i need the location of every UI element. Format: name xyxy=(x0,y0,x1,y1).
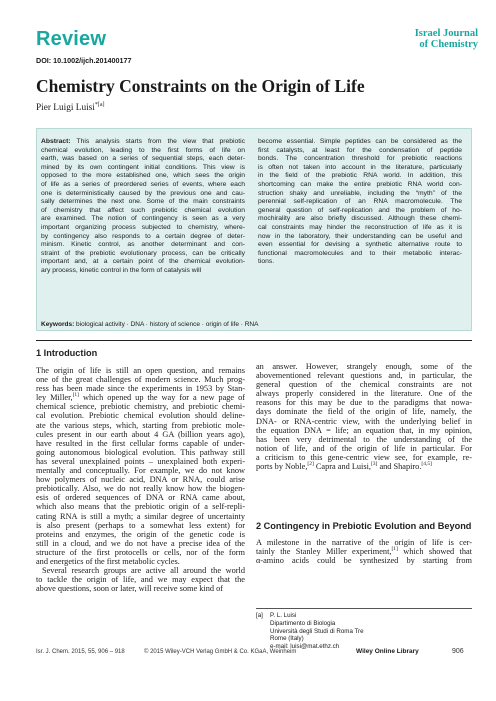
text-line: general question of the chemical constraints are not xyxy=(256,380,472,390)
text-line: proteins and enzymes, the origin of the genetic code is xyxy=(36,529,245,539)
text-line: mochirality are also briefly discussed. Although these chemi- xyxy=(258,215,462,223)
affiliation-tag xyxy=(256,635,270,643)
text-line: DNA- or RNA-centric view, with the underlying belief in xyxy=(256,416,472,426)
text-line: perennial self-replication of an RNA macromolecule. The xyxy=(258,198,462,206)
affiliation-line xyxy=(256,612,472,620)
text-line: ports by Noble,[2] Capra and Luisi,[3] and Shapiro.[4,5] xyxy=(256,461,432,472)
text-line: one is deterministically caused by the previous one and cau- xyxy=(41,189,245,197)
text-line: prebiotically. Also, we do not really know how the biogen- xyxy=(36,484,245,494)
footer-publisher[interactable]: Wiley Online Library xyxy=(356,648,419,655)
text-line: esis of ordered sequences of DNA or RNA came about, xyxy=(36,493,245,503)
citation-ref[interactable]: [4,5] xyxy=(421,461,432,468)
text-line: even essential for devising a synthetic alternative route to xyxy=(258,241,462,249)
keywords xyxy=(41,321,258,328)
text-line: an answer. However, strangely enough, some of the xyxy=(256,362,472,371)
text-line: abovementioned relevant questions and, in particular, the xyxy=(256,371,472,381)
text-line: going autonomous biological evolution. This pathway still xyxy=(36,447,245,457)
text-line: reasons for this may be due to the paradigms that nowa- xyxy=(256,398,472,408)
text-line: of chemistry that affect such prebiotic chemical evolution xyxy=(41,206,245,214)
journal-line-2: of Chemistry xyxy=(419,39,478,50)
affiliation-footnote xyxy=(256,612,472,651)
text-line: chemical evolution, leading to the first forms of life on xyxy=(41,146,245,154)
text-line: opposed to the more established one, which sees the origin xyxy=(41,172,245,180)
text-line: how polymers of nucleic acid, DNA or RNA, could arise xyxy=(36,475,245,485)
citation-ref[interactable]: [3] xyxy=(370,461,378,468)
abstract-left-column xyxy=(41,138,245,276)
author-name: Pier Luigi Luisi xyxy=(36,103,95,113)
affiliation-text: P. L. Luisi xyxy=(270,612,297,619)
text-line: cules present in our earth about 4 GA (billion years ago), xyxy=(36,429,245,439)
text-line: cal constraints may hinder the reconstruction of life as it is xyxy=(258,223,462,231)
text-line: above questions, soon or later, will receive some kind of xyxy=(36,584,223,594)
affiliation-tag xyxy=(256,620,270,628)
text-line: general question of self-replication and the problem of ho- xyxy=(258,206,462,214)
affiliation-text: Dipartimento di Biologia xyxy=(270,619,336,627)
footer-citation: Isr. J. Chem. 2015, 55, 906 – 918 xyxy=(36,649,125,655)
text-line: Several research groups are active all around the world xyxy=(42,566,245,576)
text-line: functional macromolecules and to their metabolic interac- xyxy=(258,249,462,257)
text-line: important and, at a certain point of the chemical evolution- xyxy=(41,258,245,266)
text-line: which also means that the prebiotic origin of a self-repli- xyxy=(36,502,245,512)
body-right-column-top xyxy=(256,362,472,471)
email-link[interactable]: e-mail: luisi@mat.ethz.ch xyxy=(270,643,340,651)
text-line: and energetics of the first metabolic cycles. xyxy=(36,556,180,566)
footnote-divider xyxy=(256,608,472,609)
text-line: ress has been made since the experiments in 1953 by Stan- xyxy=(36,384,245,394)
text-line: straint of the prebiotic evolutionary process, can be critically xyxy=(41,249,245,257)
text-line: important organizing process subjected to chemistry, where- xyxy=(41,223,245,231)
affiliation-tag: [a] xyxy=(256,612,263,619)
text-line: mentally and conceptually. For example, we do not know xyxy=(36,466,245,476)
footer-copyright: © 2015 Wiley-VCH Verlag GmbH & Co. KGaA, Weinheim xyxy=(144,649,297,655)
affiliation-tag xyxy=(256,628,270,636)
text-line: chemical science, prebiotic chemistry, and prebiotic chemi- xyxy=(36,402,245,412)
text-line: by contingency also responds to a certain degree of deter- xyxy=(41,232,245,240)
doi-link[interactable]: DOI: 10.1002/ijch.201400177 xyxy=(36,56,132,65)
text-line: tainly the Stanley Miller experiment,[1] which showed that xyxy=(256,546,472,557)
page-number: 906 xyxy=(452,648,464,655)
text-line: a criticism to this gene-centric view see, for example, re- xyxy=(256,452,472,462)
text-line: mined by its own contingent initial conditions. This view is xyxy=(41,163,245,171)
text-line: has several unexplained points – unexplained both experi- xyxy=(36,456,245,466)
citation-ref[interactable]: [2] xyxy=(307,461,314,468)
keywords-text: biological activity · DNA · history of science · origin of life · RNA xyxy=(74,321,259,328)
divider xyxy=(36,340,472,341)
text-line: always properly considered in the literature. One of the xyxy=(256,389,472,399)
affiliation-text: Rome (Italy) xyxy=(270,635,304,643)
journal-name xyxy=(415,28,478,50)
affiliation-line xyxy=(256,628,472,636)
keywords-label: Keywords: xyxy=(41,321,75,328)
text-line: cating RNA is still a myth; a similar degree of uncertainty xyxy=(36,511,245,521)
text-line: notion of life, and of the origin of life in particular. For xyxy=(256,443,472,453)
author-line xyxy=(36,103,105,113)
section-heading-contingency: 2 Contingency in Prebiotic Evolution and Beyond xyxy=(256,521,472,531)
text-line: minism. Kinetic control, as another determinant and con- xyxy=(41,241,245,249)
text-line: now in the laboratory, their understanding can be useful and xyxy=(258,232,462,240)
citation-ref[interactable]: [1] xyxy=(391,546,398,553)
text-line: have resulted in the first cellular forms capable of under- xyxy=(36,438,245,448)
text-line: bonds. The concentration threshold for prebiotic reactions xyxy=(258,155,462,163)
text-line: earth, was based on a series of sequential steps, each deter- xyxy=(41,155,245,163)
text-line: α-amino acids could be synthesized by starting from xyxy=(256,556,472,566)
affiliation-text: Università degli Studi di Roma Tre xyxy=(270,627,364,635)
journal-line-1: Israel Journal xyxy=(414,28,478,39)
body-right-column-bottom xyxy=(256,538,472,565)
author-mark: *[a] xyxy=(94,101,105,108)
section-heading-introduction: 1 Introduction xyxy=(36,348,98,358)
text-line: is often not taken into account in the literature, particularly xyxy=(258,163,462,171)
affiliation-line xyxy=(256,620,472,628)
text-line: cal evolution. Prebiotic chemical evolution should deline- xyxy=(36,411,245,421)
text-line: in the field of the prebiotic RNA world. In addition, this xyxy=(258,172,462,180)
text-line: is also present (perhaps to a somewhat less extent) for xyxy=(36,520,245,530)
text-line: the equation DNA = life; an equation that, in my opinion, xyxy=(256,425,472,435)
body-left-column xyxy=(36,366,245,593)
text-line: sally determines the next one. Some of the main constraints xyxy=(41,198,245,206)
text-line: become essential. Simple peptides can be considered as the xyxy=(258,138,462,145)
text-line: of life as a series of preordered series of events, where each xyxy=(41,180,245,188)
text-line: first catalysts, at least for the condensation of peptide xyxy=(258,146,462,154)
abstract-label: Abstract: xyxy=(41,138,71,145)
text-line: still in a cloud, and we do not have a precise idea of the xyxy=(36,538,245,548)
text-line: ley Miller,[1] which opened up the way for a new page of xyxy=(36,392,245,403)
text-line: ary process, kinetic control in the form of catalysis will xyxy=(41,266,202,274)
citation-ref[interactable]: [1] xyxy=(72,392,80,399)
text-line: The origin of life is still an open question, and remains xyxy=(36,366,245,375)
text-line: has been very detrimental to the understanding of the xyxy=(256,434,472,444)
text-line: shortcoming can make the entire prebiotic RNA world con- xyxy=(258,180,462,188)
text-line: A milestone in the narrative of the origin of life is cer- xyxy=(256,538,472,547)
text-line: structure of the first protocells or cells, nor of the form xyxy=(36,547,245,557)
text-line: days dominate the field of the origin of life, namely, the xyxy=(256,407,472,417)
abstract-right-column xyxy=(258,138,462,267)
text-line: are examined. The notion of contingency is seen as a very xyxy=(41,215,245,223)
text-line: struction shaky and unreliable, including the “myth” of the xyxy=(258,189,462,197)
text-line: ate the various steps, which, starting from prebiotic mole- xyxy=(36,420,245,430)
text-line: Abstract: This analysis starts from the view that prebiotic xyxy=(41,138,245,145)
text-line: to tackle the origin of life, and we may expect that the xyxy=(36,575,245,585)
text-line: tions. xyxy=(258,258,275,266)
text-line: one of the great challenges of modern science. Much prog- xyxy=(36,375,245,385)
article-title: Chemistry Constraints on the Origin of Life xyxy=(36,76,365,96)
section-label: Review xyxy=(36,28,107,50)
affiliation-line xyxy=(256,635,472,643)
